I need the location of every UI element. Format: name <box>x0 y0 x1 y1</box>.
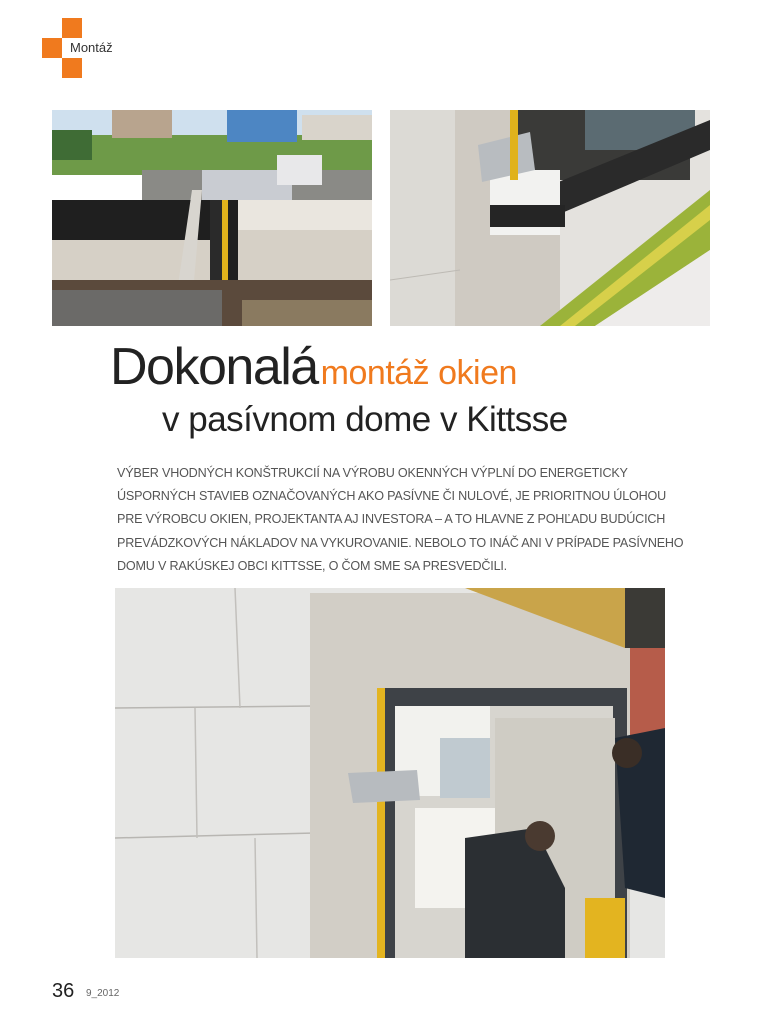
page-number: 36 <box>52 980 75 1002</box>
section-logo-square-left <box>42 38 62 58</box>
photo-window-installation <box>115 588 665 958</box>
photo-window-frame-balcony <box>52 110 372 326</box>
article-title-line2: v pasívnom dome v Kittsse <box>162 400 568 439</box>
section-label: Montáž <box>70 40 113 55</box>
article-title <box>110 337 517 397</box>
section-logo-square-top <box>62 18 82 38</box>
article-lead: VÝBER VHODNÝCH KONŠTRUKCIÍ NA VÝROBU OKENNÝCH VÝPLNÍ DO ENERGETICKY ÚSPORNÝCH STAVIEB OZNAČOVANÝCH AKO PASÍVNE ČI NULOVÉ, JE PRIORITNOU ÚLOHOU PRE VÝROBCU OKIEN, PROJEKTANTA AJ INVESTORA – A TO HLAVNE Z POHĽADU BUDÚCICH PREVÁDZKOVÝCH NÁKLADOV NA VYKUROVANIE. NEBOLO TO INÁČ ANI V PRÍPADE PASÍVNEHO DOMU V RAKÚSKEJ OBCI KITTSSE, O ČOM SME SA PRESVEDČILI. <box>117 466 684 573</box>
section-logo-square-bottom <box>62 58 82 78</box>
issue-label: 9_2012 <box>86 988 120 999</box>
title-part2: montáž okien <box>320 354 517 392</box>
photo-window-corner-bracket <box>390 110 710 326</box>
title-part1: Dokonalá <box>110 338 318 396</box>
